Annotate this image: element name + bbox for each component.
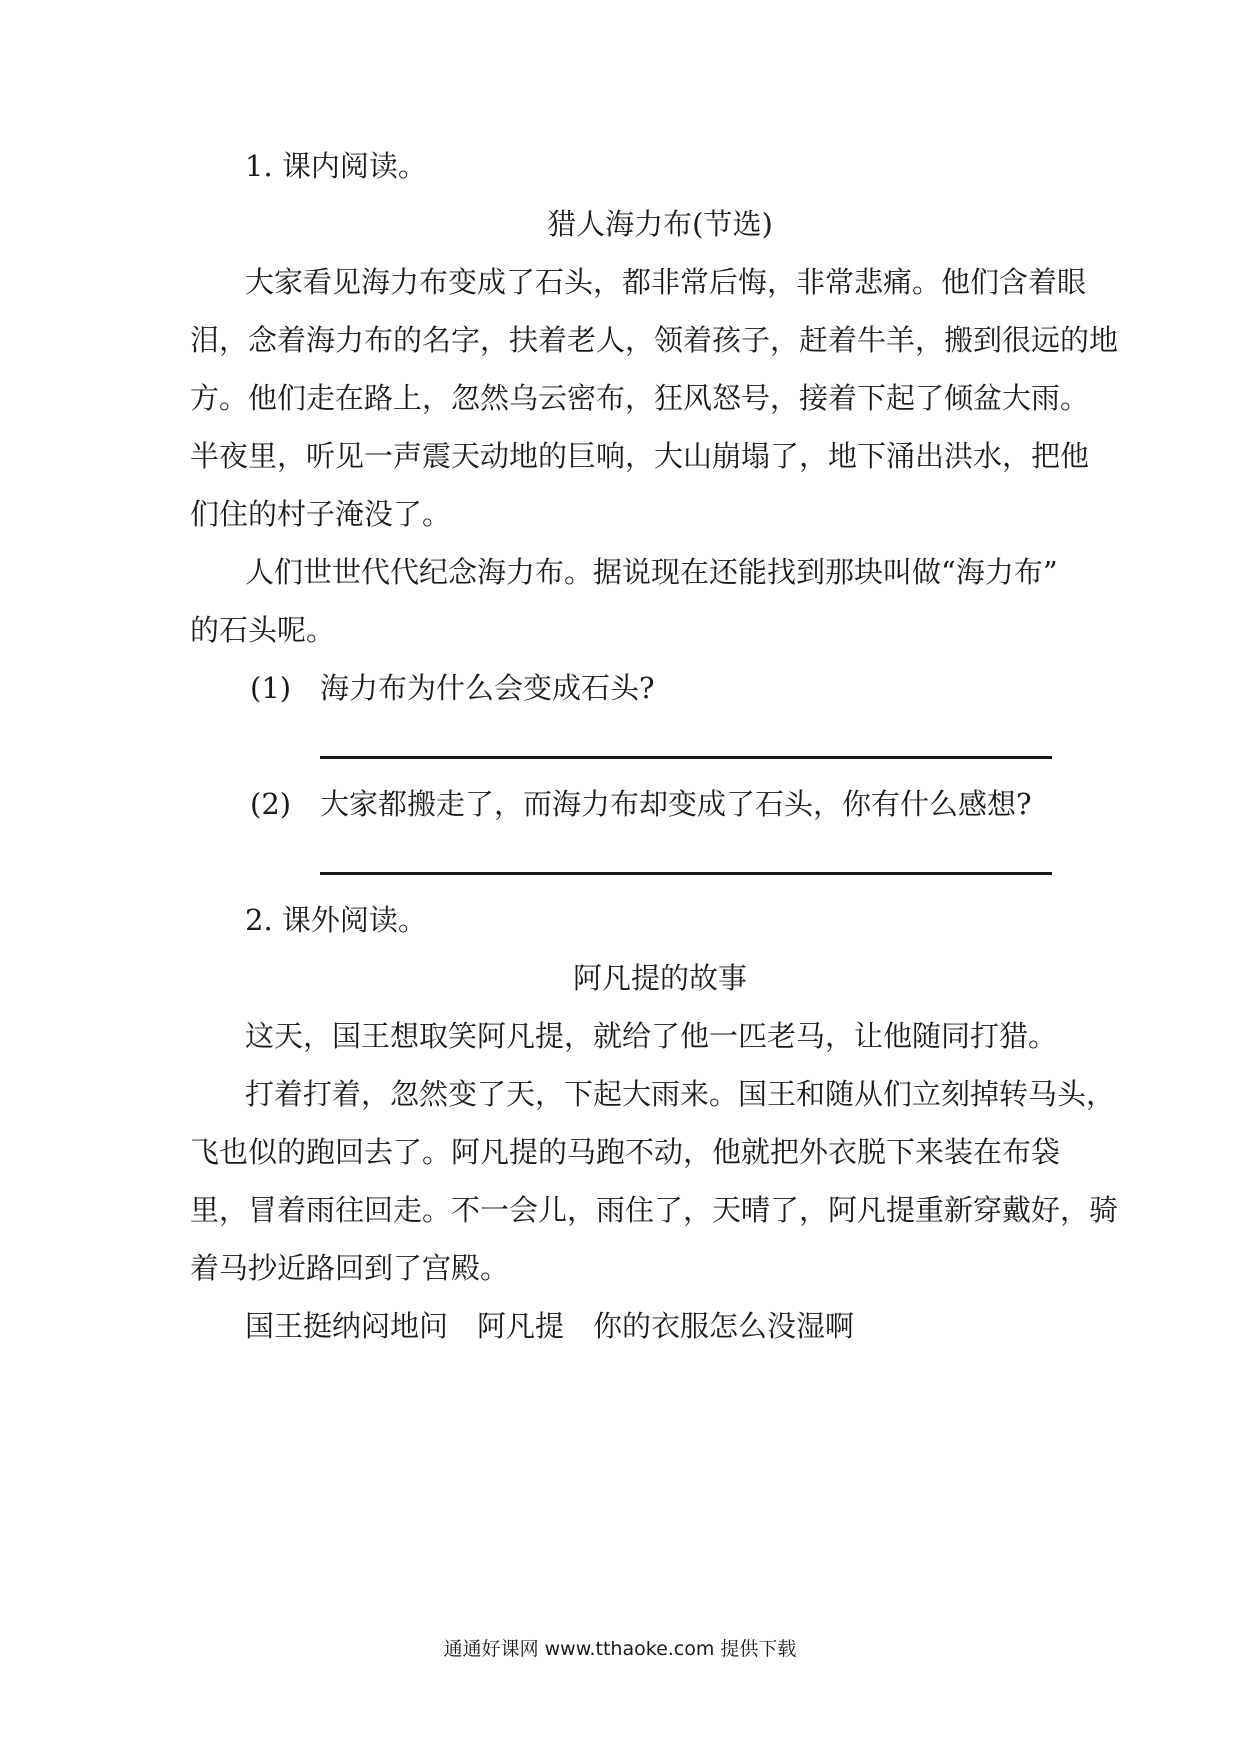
section1-para-line: 的石头呢。 [190, 613, 336, 647]
section1-heading: 1. 课内阅读。 [245, 149, 427, 183]
section1-para-line: 方。他们走在路上，忽然乌云密布，狂风怒号，接着下起了倾盆大雨。 [190, 381, 1090, 415]
section1-para-line: 泪，念着海力布的名字，扶着老人，领着孩子，赶着牛羊，搬到很远的地 [190, 323, 1119, 357]
question-text: 大家都搬走了，而海力布却变成了石头，你有什么感想? [320, 787, 1032, 821]
page-footer: 通通好课网 www.tthaoke.com 提供下载 [443, 1638, 797, 1660]
section1-para-line: 人们世世代代纪念海力布。据说现在还能找到那块叫做“海力布” [245, 555, 1058, 589]
question-text: 海力布为什么会变成石头? [320, 671, 655, 705]
section2-para-line: 国王挺纳闷地问 阿凡提 你的衣服怎么没湿啊 [245, 1309, 855, 1343]
section2-para-line: 飞也似的跑回去了。阿凡提的马跑不动，他就把外衣脱下来装在布袋 [190, 1135, 1061, 1169]
section2-para-line: 打着打着，忽然变了天，下起大雨来。国王和随从们立刻掉转马头， [245, 1077, 1116, 1111]
section2-para-line: 里，冒着雨往回走。不一会儿，雨住了，天晴了，阿凡提重新穿戴好，骑 [190, 1193, 1119, 1227]
section2-heading: 2. 课外阅读。 [245, 903, 427, 937]
section1-title: 猎人海力布(节选) [547, 207, 773, 241]
question-number: (1) [250, 671, 292, 705]
section2-para-line: 这天，国王想取笑阿凡提，就给了他一匹老马，让他随同打猎。 [245, 1019, 1058, 1053]
section1-para-line: 大家看见海力布变成了石头，都非常后悔，非常悲痛。他们含着眼 [245, 265, 1087, 299]
section1-para-line: 半夜里，听见一声震天动地的巨响，大山崩塌了，地下涌出洪水，把他 [190, 439, 1090, 473]
section1-para-line: 们住的村子淹没了。 [190, 497, 452, 531]
section2-para-line: 着马抄近路回到了宫殿。 [190, 1251, 510, 1285]
answer-line[interactable] [320, 756, 1052, 759]
answer-line[interactable] [320, 872, 1052, 875]
section2-title: 阿凡提的故事 [572, 961, 747, 995]
question-number: (2) [250, 787, 292, 821]
